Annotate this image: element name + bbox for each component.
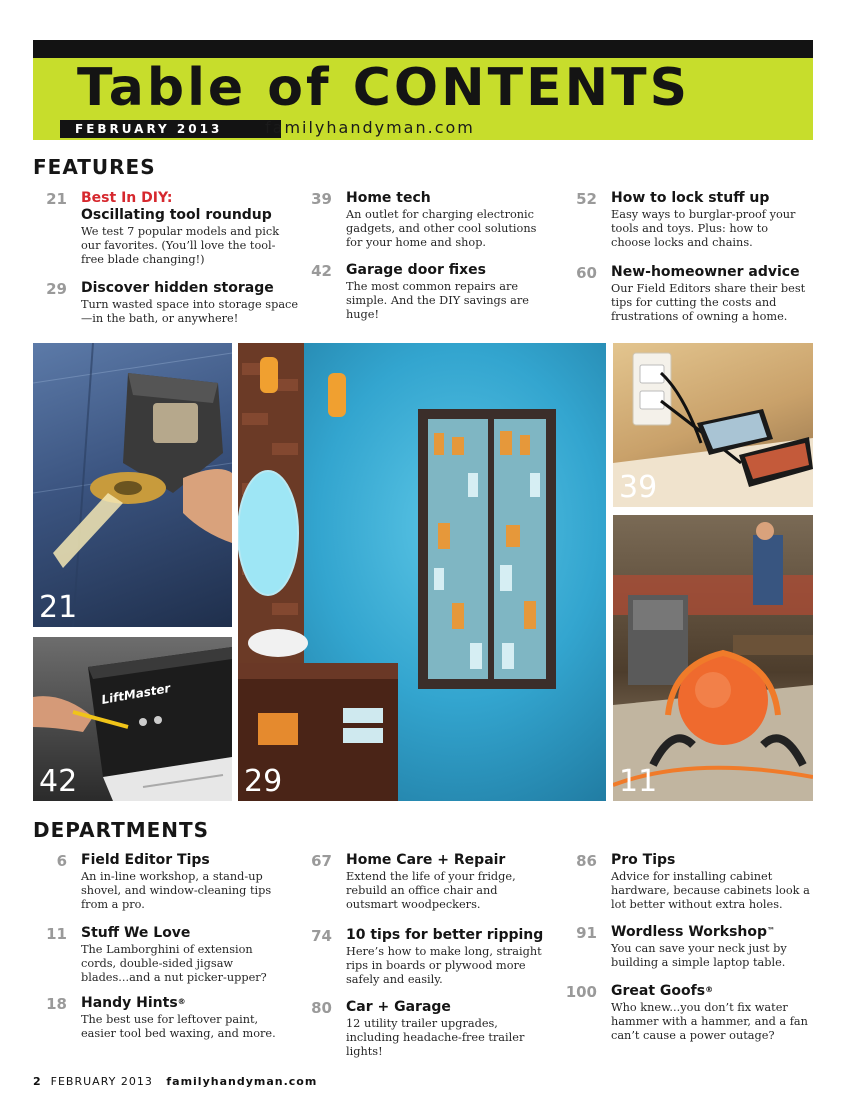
department-description: Advice for installing cabinet hardware, because cabinets look a lot better without extra holes. xyxy=(611,870,810,912)
page-number: 60 xyxy=(576,264,597,282)
departments-heading: DEPARTMENTS xyxy=(33,818,210,842)
department-description: You can save your neck just by building a simple laptop table. xyxy=(611,942,787,970)
department-title-text: Great Goofs xyxy=(611,983,706,999)
footer-site-url[interactable]: familyhandyman.com xyxy=(166,1075,318,1088)
feature-kicker: Best In DIY: xyxy=(81,190,173,206)
page-number: 11 xyxy=(46,925,67,943)
registered-mark: ® xyxy=(705,985,714,994)
cord-reel-illustration xyxy=(613,515,813,801)
features-heading: FEATURES xyxy=(33,155,156,179)
page-number: 52 xyxy=(576,190,597,208)
department-title xyxy=(611,924,811,941)
feature-description: We test 7 popular models and pick our favorites. (You’ll love the tool-free blade changing!) xyxy=(81,225,280,267)
photo-page-label: 42 xyxy=(39,764,78,799)
oscillating-tool-illustration xyxy=(33,343,232,627)
page-number: 6 xyxy=(56,852,67,870)
trademark-mark: ™ xyxy=(767,926,776,935)
footer-issue: FEBRUARY 2013 xyxy=(50,1075,153,1088)
page-number: 42 xyxy=(311,262,332,280)
department-title: Car + Garage xyxy=(346,999,451,1015)
photo-page-label: 39 xyxy=(619,470,658,505)
photo-oscillating-tool[interactable] xyxy=(33,343,232,627)
liftmaster-logo: LiftMaster xyxy=(100,681,172,707)
page-number: 91 xyxy=(576,924,597,942)
department-title: 10 tips for better ripping xyxy=(346,927,544,943)
bathroom-storage-illustration xyxy=(238,343,606,801)
feature-title: New-homeowner advice xyxy=(611,264,800,280)
page-number: 86 xyxy=(576,852,597,870)
footer-page-number: 2 xyxy=(33,1075,42,1088)
page-number: 80 xyxy=(311,999,332,1017)
masthead-top-bar xyxy=(33,40,813,58)
page-number: 67 xyxy=(311,852,332,870)
feature-description: Easy ways to burglar-proof your tools and toys. Plus: how to choose locks and chains. xyxy=(611,208,796,250)
page-title: Table of CONTENTS xyxy=(77,58,691,118)
feature-title: How to lock stuff up xyxy=(611,190,770,206)
department-description: An in-line workshop, a stand-up shovel, and window-cleaning tips from a pro. xyxy=(81,870,272,912)
feature-description: The most common repairs are simple. And the DIY savings are huge! xyxy=(346,280,529,322)
page-number: 100 xyxy=(565,983,597,1001)
photo-page-label: 21 xyxy=(39,590,78,625)
page-number: 21 xyxy=(46,190,67,208)
photo-garage-door-opener[interactable] xyxy=(33,637,232,801)
masthead xyxy=(33,40,813,140)
registered-mark: ® xyxy=(177,997,186,1006)
feature-description: Turn wasted space into storage space—in the bath, or anywhere! xyxy=(81,298,299,326)
department-title xyxy=(81,995,286,1012)
department-title-text: Handy Hints xyxy=(81,995,178,1011)
photo-page-label: 11 xyxy=(619,764,658,799)
feature-title: Garage door fixes xyxy=(346,262,486,278)
department-title xyxy=(611,983,811,1000)
photo-charging-outlet[interactable] xyxy=(613,343,813,507)
photo-hidden-storage[interactable] xyxy=(238,343,606,801)
department-description: Extend the life of your fridge, rebuild an office chair and outsmart woodpeckers. xyxy=(346,870,516,912)
page-number: 29 xyxy=(46,280,67,298)
department-description: Who knew...you don’t fix water hammer with a hammer, and a fan can’t cause a power outage? xyxy=(611,1001,808,1043)
department-description: 12 utility trailer upgrades, including headache-free trailer lights! xyxy=(346,1017,525,1059)
feature-title: Discover hidden storage xyxy=(81,280,274,296)
department-title: Home Care + Repair xyxy=(346,852,506,868)
photo-cord-reel[interactable] xyxy=(613,515,813,801)
page-number: 74 xyxy=(311,927,332,945)
photo-page-label: 29 xyxy=(244,764,283,799)
page-number: 18 xyxy=(46,995,67,1013)
page-number: 39 xyxy=(311,190,332,208)
feature-description: An outlet for charging electronic gadgets, and other cool solutions for your home and shop. xyxy=(346,208,537,250)
department-description: Here’s how to make long, straight rips in boards or plywood more safely and easily. xyxy=(346,945,542,987)
feature-description: Our Field Editors share their best tips for cutting the costs and frustrations of owning a home. xyxy=(611,282,806,324)
feature-title: Home tech xyxy=(346,190,431,206)
department-title: Field Editor Tips xyxy=(81,852,210,868)
department-title: Stuff We Love xyxy=(81,925,191,941)
site-url[interactable]: familyhandyman.com xyxy=(265,118,475,137)
department-title-text: Wordless Workshop xyxy=(611,924,768,940)
page-footer xyxy=(33,1075,317,1088)
department-title: Pro Tips xyxy=(611,852,676,868)
feature-title: Oscillating tool roundup xyxy=(81,207,272,223)
department-description: The best use for leftover paint, easier tool bed waxing, and more. xyxy=(81,1013,276,1041)
issue-date-badge: FEBRUARY 2013 xyxy=(60,120,281,138)
department-description: The Lamborghini of extension cords, double-sided jigsaw blades...and a nut picker-upper? xyxy=(81,943,267,985)
